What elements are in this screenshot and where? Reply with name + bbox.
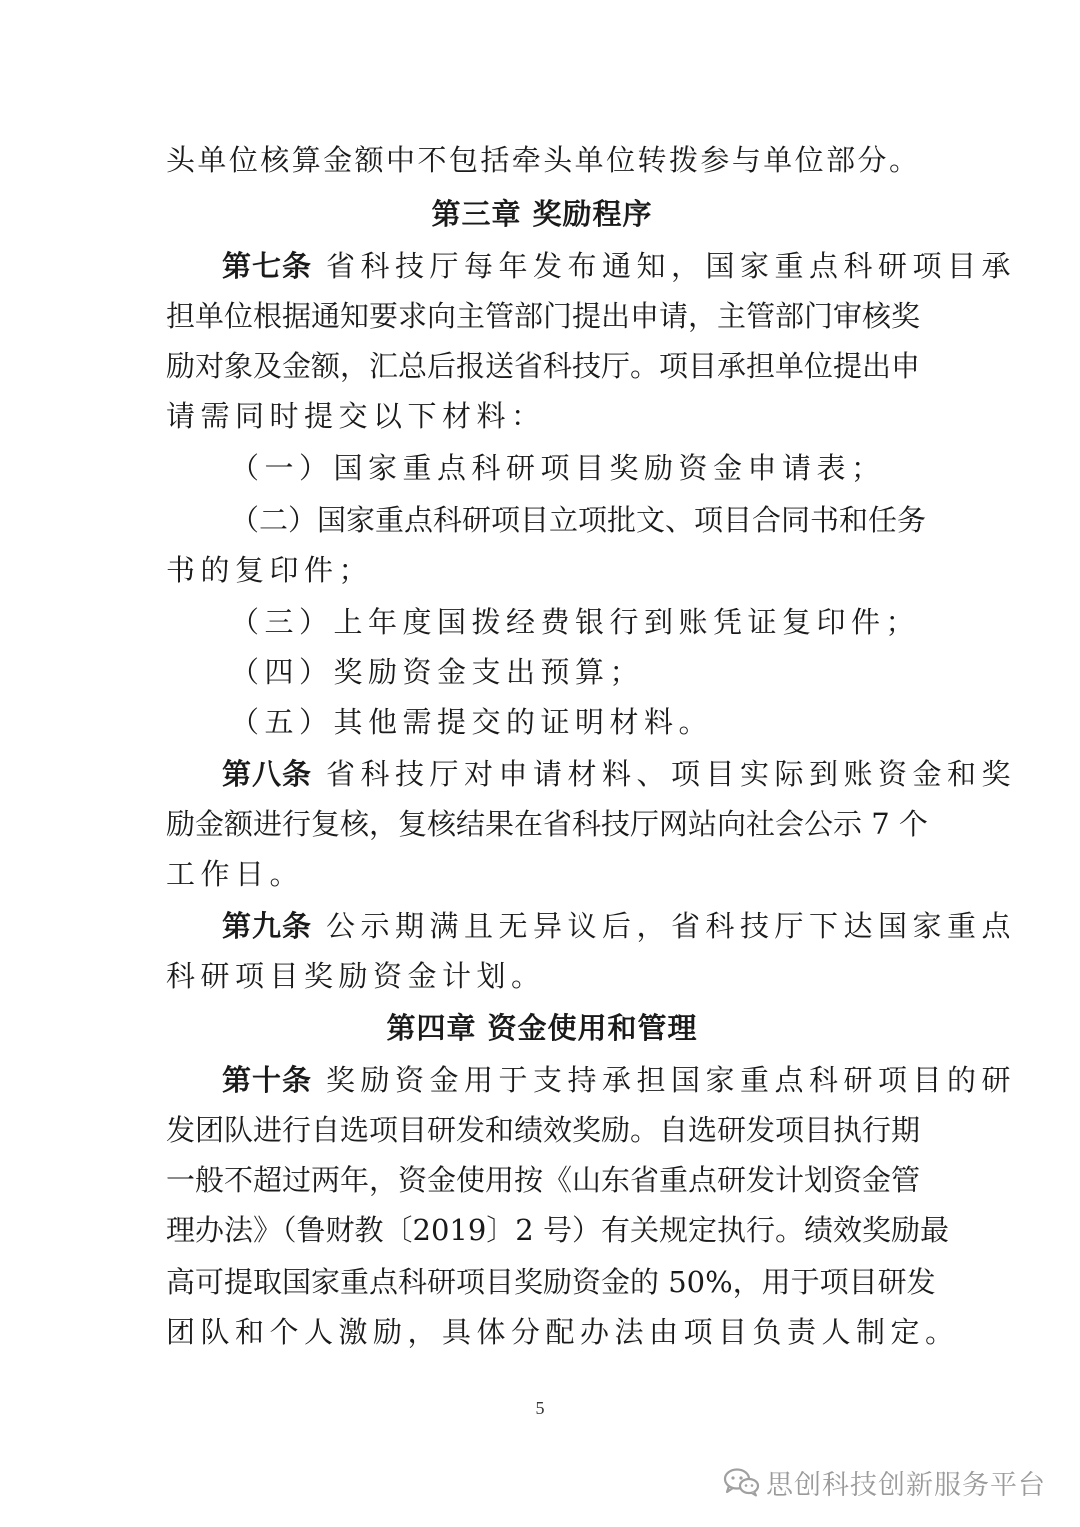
paragraph-line: 请需同时提交以下材料：	[166, 399, 546, 433]
paragraph-line: 励对象及金额，汇总后报送省科技厅。项目承担单位提出申	[166, 349, 921, 383]
article-eight-line	[222, 756, 1017, 792]
article-eight-heading: 第八条	[222, 757, 313, 791]
paragraph-line: 理办法》（鲁财教〔2019〕2 号）有关规定执行。绩效奖励最	[166, 1213, 949, 1247]
watermark	[722, 1463, 1046, 1501]
chapter-four-heading: 第四章 资金使用和管理	[386, 1011, 698, 1045]
paragraph-line: 团队和个人激励，具体分配办法由项目负责人制定。	[166, 1315, 960, 1349]
paragraph-line: 头单位核算金额中不包括牵头单位转拨参与单位部分。	[166, 143, 918, 177]
wechat-icon	[722, 1467, 760, 1497]
paragraph-line: 高可提取国家重点科研项目奖励资金的 50%，用于项目研发	[166, 1265, 936, 1299]
page-number: 5	[535, 1398, 545, 1418]
paragraph-line: 书的复印件；	[166, 553, 374, 587]
paragraph-line: 发团队进行自选项目研发和绩效奖励。自选研发项目执行期	[166, 1113, 921, 1147]
article-ten-heading: 第十条	[222, 1063, 313, 1097]
paragraph-line: 奖励资金用于支持承担国家重点科研项目的研	[326, 1063, 1017, 1097]
list-item: （三）上年度国拨经费银行到账凭证复印件；	[230, 605, 921, 639]
paragraph-line: 一般不超过两年，资金使用按《山东省重点研发计划资金管	[166, 1163, 921, 1197]
paragraph-line: 公示期满且无异议后，省科技厅下达国家重点	[326, 909, 1017, 943]
chapter-three-heading: 第三章 奖励程序	[431, 197, 653, 231]
article-seven-heading: 第七条	[222, 249, 313, 283]
paragraph-line: 省科技厅每年发布通知，国家重点科研项目承	[326, 249, 1017, 283]
paragraph-line: 工作日。	[166, 857, 305, 891]
paragraph-line: 省科技厅对申请材料、项目实际到账资金和奖	[326, 757, 1017, 791]
list-item: （一）国家重点科研项目奖励资金申请表；	[230, 451, 886, 485]
article-ten-line	[222, 1062, 1017, 1098]
list-item: （二）国家重点科研项目立项批文、项目合同书和任务	[230, 503, 927, 537]
list-item: （四）奖励资金支出预算；	[230, 655, 645, 689]
list-item: （五）其他需提交的证明材料。	[230, 705, 714, 739]
article-seven-line	[222, 248, 1017, 284]
paragraph-line: 励金额进行复核，复核结果在省科技厅网站向社会公示 7 个	[166, 807, 928, 841]
paragraph-line: 担单位根据通知要求向主管部门提出申请，主管部门审核奖	[166, 299, 921, 333]
article-nine-line	[222, 908, 1017, 944]
article-nine-heading: 第九条	[222, 909, 313, 943]
paragraph-line: 科研项目奖励资金计划。	[166, 959, 546, 993]
watermark-text: 思创科技创新服务平台	[766, 1469, 1046, 1501]
